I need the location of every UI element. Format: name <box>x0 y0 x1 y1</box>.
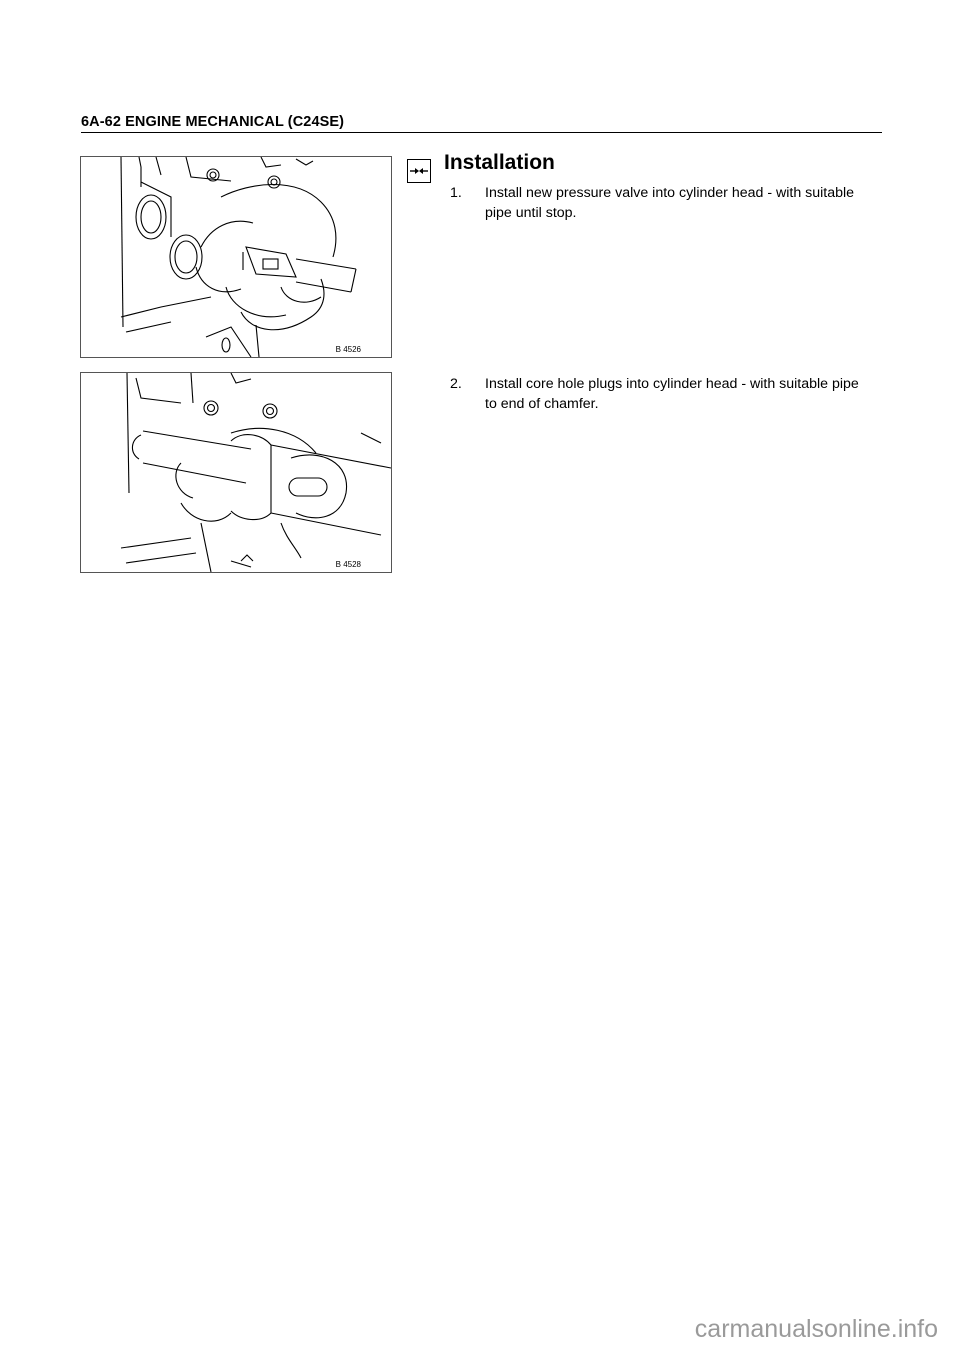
figure-id-label: B 4528 <box>335 560 361 569</box>
core-hole-plug-illustration <box>81 373 391 572</box>
step-number: 2. <box>450 376 462 392</box>
pressure-valve-illustration <box>81 157 391 357</box>
figure-pressure-valve <box>80 156 392 358</box>
watermark: carmanualsonline.info <box>694 1315 938 1343</box>
page-header <box>81 114 882 133</box>
page-header-title: 6A-62 ENGINE MECHANICAL (C24SE) <box>81 114 345 130</box>
step-item <box>450 374 870 414</box>
install-arrows-icon <box>407 159 431 183</box>
step-number: 1. <box>450 185 462 201</box>
step-text: Install new pressure valve into cylinder head - with suitable pipe until stop. <box>485 185 855 221</box>
figure-id-label: B 4526 <box>335 345 361 354</box>
section-title: Installation <box>444 151 555 174</box>
step-text: Install core hole plugs into cylinder head - with suitable pipe to end of chamfer. <box>485 376 859 412</box>
step-item <box>450 183 870 223</box>
figure-core-hole-plug <box>80 372 392 573</box>
